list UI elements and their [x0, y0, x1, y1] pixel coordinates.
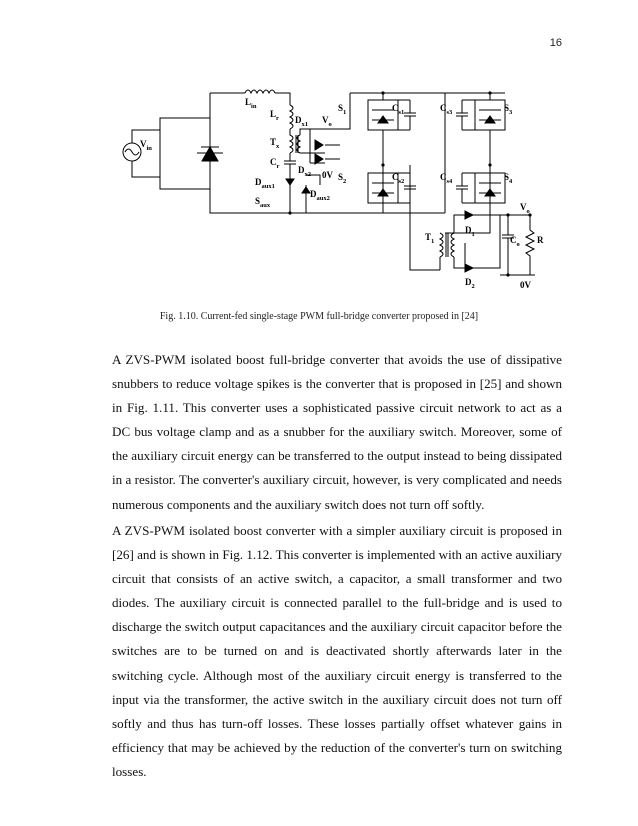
- r-label: R: [537, 235, 544, 245]
- circuit-diagram: [110, 85, 550, 300]
- lin-label: $L_{in}$: [245, 97, 257, 110]
- t1-label: $T_1$: [425, 232, 435, 245]
- s2-label: $S_2$: [338, 172, 347, 185]
- lr-label: $L_r$: [270, 109, 279, 122]
- d2-label: $D_2$: [465, 277, 475, 290]
- d1-label: $D_1$: [465, 225, 475, 238]
- cs4-label: $C_{s4}$: [440, 172, 453, 185]
- cs1-label: $C_{s1}$: [392, 103, 405, 116]
- co-label: $C_o$: [510, 235, 520, 248]
- daux1-label: $D_{aux1}$: [255, 177, 275, 190]
- saux-label: $S_{aux}$: [255, 196, 271, 209]
- cs3-label: $C_{s3}$: [440, 103, 453, 116]
- zero-v-out-label: 0V: [520, 280, 531, 290]
- dx2-label: $D_{x2}$: [298, 165, 311, 178]
- cr-label: $C_r$: [270, 157, 280, 170]
- paragraph-2: A ZVS-PWM isolated boost converter with a simpler auxiliary circuit is proposed in [26] and is shown in Fig. 1.12. This converter is implemented with an active auxiliary circuit that consists of an active switch, a capacitor, a small transformer and two diodes. The auxiliary circuit is connected parallel to the full-bridge and is used to discharge the switch output capacitances and the auxiliary circuit capacitor before the switches are to be turned on and is deactivated shortly afterwards later in the switching cycle. Although most of the auxiliary circuit energy is transferred to the input via the transformer, the active switch in the auxiliary circuit does not turn off softly and thus has turn-off losses. These losses partially offset whatever gains in efficiency that may be achieved by the reduction of the converter's turn on switching losses.: [112, 523, 562, 779]
- circuit-figure: [110, 85, 550, 300]
- page-number: 16: [549, 37, 562, 49]
- tx-label: $T_x$: [270, 137, 280, 150]
- daux2-label: $D_{aux2}$: [310, 189, 330, 202]
- s1-label: $S_1$: [338, 103, 347, 116]
- zero-v-aux-label: 0V: [322, 170, 333, 180]
- paragraph-1: A ZVS-PWM isolated boost full-bridge converter that avoids the use of dissipative snubbers to reduce voltage spikes is the converter that is proposed in [25] and shown in Fig. 1.11. This converter uses a sophisticated passive circuit network to act as a DC bus voltage clamp and as a snubber for the auxiliary switch. Moreover, some of the auxiliary circuit energy can be transferred to the output instead to being dissipated in a resistor. The converter's auxiliary circuit, however, is very complicated and needs numerous components and the auxiliary switch does not turn off softly.: [112, 352, 562, 512]
- rectifier-diode-symbol: [202, 147, 218, 161]
- vo-label: $V_o$: [520, 202, 530, 215]
- vin-label: $V_{in}$: [140, 139, 152, 152]
- figure-caption: Fig. 1.10. Current-fed single-stage PWM full-bridge converter proposed in [24]: [159, 311, 479, 322]
- dx1-label: $D_{x1}$: [295, 115, 308, 128]
- s4-label: $S_4$: [504, 172, 513, 185]
- cs2-label: $C_{s2}$: [392, 172, 405, 185]
- vo-aux-label: $V_o$: [322, 115, 332, 128]
- s3-label: $S_3$: [504, 103, 513, 116]
